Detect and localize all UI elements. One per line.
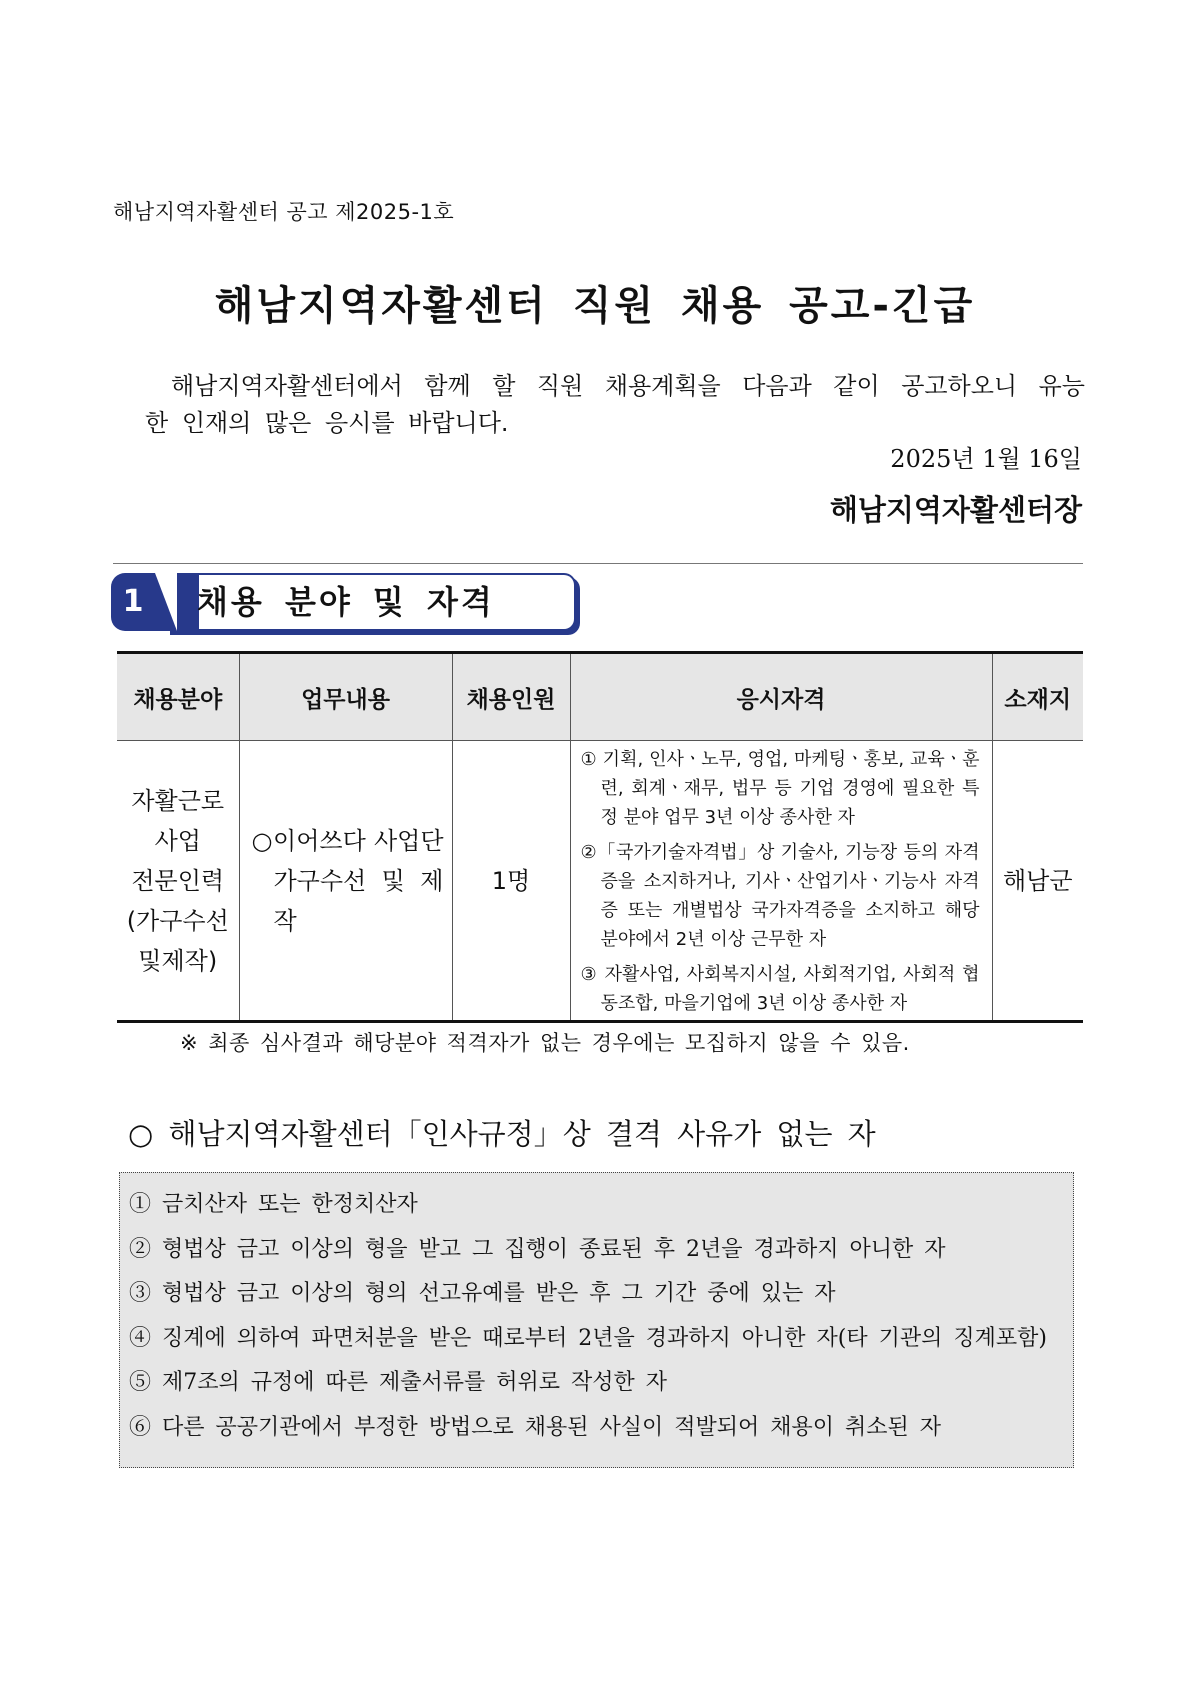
header-qualification: 응시자격 — [570, 653, 992, 741]
notice-number: 해남지역자활센터 공고 제2025-1호 — [113, 200, 455, 224]
header-field: 채용분야 — [117, 653, 239, 741]
cell-field — [117, 741, 239, 1022]
qualification-item: ③ 자활사업, 사회복지시설, 사회적기업, 사회적 협동조합, 마을기업에 3년 이상 종사한 자 — [580, 964, 980, 1014]
field-line: 및제작) — [138, 946, 218, 975]
disqualification-box — [119, 1172, 1074, 1468]
section-number: 1 — [122, 584, 144, 619]
qualification-item: ②「국가기술자격법」상 기술사, 기능장 등의 자격증을 소지하거나, 기사ㆍ산업기사ㆍ기능사 자격증 또는 개별법상 국가자격증을 소지하고 해당 분야에서 2년 이상 근무한 자 — [580, 842, 980, 950]
page-title: 해남지역자활센터 직원 채용 공고-긴급 — [214, 283, 976, 329]
recruitment-table — [117, 651, 1083, 1023]
disqualification-list — [120, 1173, 1073, 1450]
list-item: ② 형법상 금고 이상의 형을 받고 그 집행이 종료된 후 2년을 경과하지 아니한 자 — [129, 1236, 946, 1262]
cell-duty — [239, 741, 452, 1022]
divider — [113, 563, 1083, 564]
cell-qualifications — [570, 741, 992, 1022]
intro-line-1: 해남지역자활센터에서 함께 할 직원 채용계획을 다음과 같이 공고하오니 유능 — [171, 372, 1085, 400]
intro-paragraph — [145, 368, 1085, 442]
disqualification-heading: ○ 해남지역자활센터「인사규정」상 결격 사유가 없는 자 — [128, 1117, 876, 1151]
list-item: ③ 형법상 금고 이상의 형의 선고유예를 받은 후 그 기간 중에 있는 자 — [129, 1281, 836, 1306]
section-slant-decoration — [155, 573, 177, 631]
field-line: (가구수선 — [126, 906, 229, 935]
section-header — [111, 573, 581, 633]
field-line: 사업 — [154, 826, 201, 855]
list-item: ⑤ 제7조의 규정에 따른 제출서류를 허위로 작성한 자 — [129, 1370, 667, 1395]
field-line: 자활근로 — [131, 786, 225, 815]
table-header-row — [117, 653, 1083, 741]
duty-text: ○이어쓰다 사업단 가구수선 및 제작 — [251, 826, 444, 935]
section-title: 채용 분야 및 자격 — [197, 583, 495, 621]
intro-line-2: 한 인재의 많은 응시를 바랍니다. — [145, 409, 509, 437]
notice-date: 2025년 1월 16일 — [890, 445, 1082, 473]
header-duty: 업무내용 — [239, 653, 452, 741]
issuer-signature: 해남지역자활센터장 — [829, 493, 1082, 527]
table-row — [117, 741, 1083, 1022]
qualification-item: ① 기획, 인사ㆍ노무, 영업, 마케팅ㆍ홍보, 교육ㆍ훈련, 회계ㆍ재무, 법무 등 기업 경영에 필요한 특정 분야 업무 3년 이상 종사한 자 — [580, 749, 980, 828]
header-location: 소재지 — [992, 653, 1083, 741]
header-headcount: 채용인원 — [452, 653, 570, 741]
cell-location: 해남군 — [992, 741, 1083, 1022]
list-item: ⑥ 다른 공공기관에서 부정한 방법으로 채용된 사실이 적발되어 채용이 취소된 자 — [129, 1414, 941, 1440]
list-item: ④ 징계에 의하여 파면처분을 받은 때로부터 2년을 경과하지 아니한 자(타 기관의 징계포함) — [129, 1325, 1047, 1351]
list-item: ① 금치산자 또는 한정치산자 — [129, 1192, 418, 1217]
field-line: 전문인력 — [131, 866, 225, 895]
cell-headcount: 1명 — [452, 741, 570, 1022]
table-note: ※ 최종 심사결과 해당분야 적격자가 없는 경우에는 모집하지 않을 수 있음. — [180, 1031, 910, 1055]
